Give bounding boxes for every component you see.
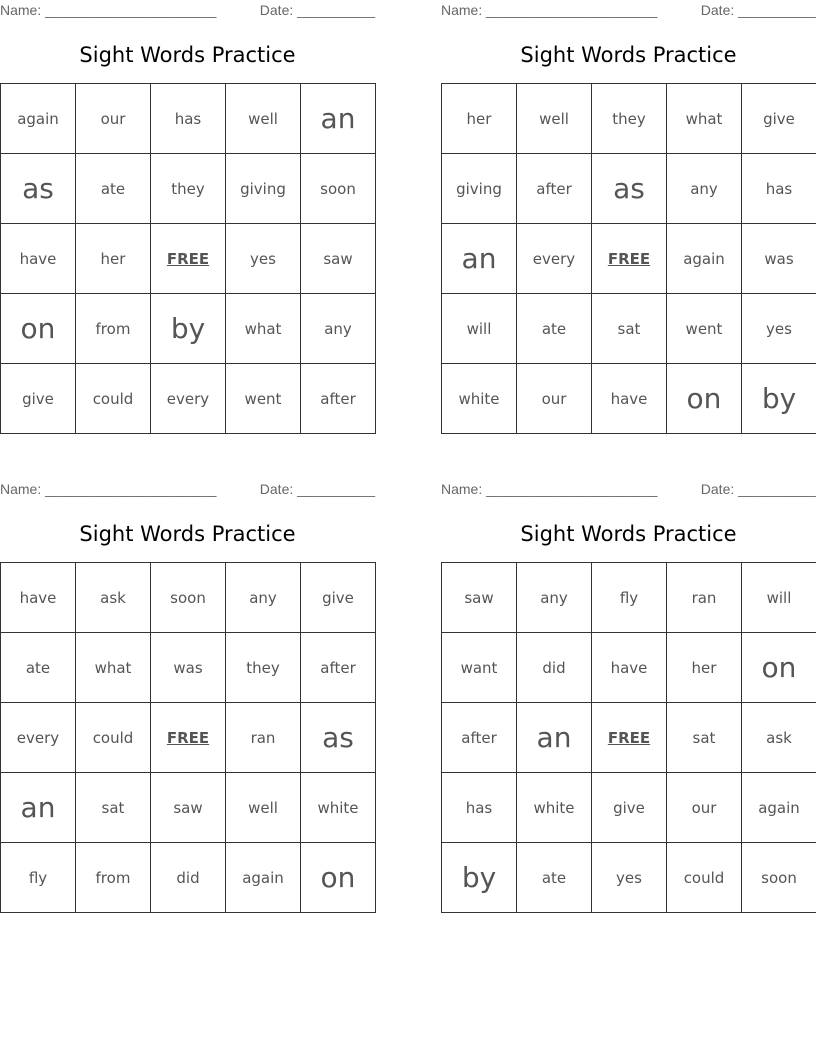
word-cell: will — [442, 294, 517, 364]
word-cell: by — [151, 294, 226, 364]
word-cell: could — [667, 843, 742, 913]
word-cell: what — [667, 84, 742, 154]
word-cell: did — [151, 843, 226, 913]
grid-row — [442, 633, 816, 703]
word-grid — [441, 83, 816, 434]
name-field-label: Name: ______________________ — [441, 2, 658, 18]
word-cell: yes — [742, 294, 816, 364]
word-cell: saw — [301, 224, 376, 294]
word-cell: on — [667, 364, 742, 434]
grid-row — [1, 364, 376, 434]
word-grid — [0, 562, 376, 913]
grid-row — [442, 224, 816, 294]
word-cell: ate — [76, 154, 151, 224]
word-cell: white — [301, 773, 376, 843]
card-title: Sight Words Practice — [79, 43, 296, 67]
word-cell: fly — [592, 563, 667, 633]
word-cell: our — [667, 773, 742, 843]
word-cell: want — [442, 633, 517, 703]
word-cell: by — [442, 843, 517, 913]
grid-row — [442, 703, 816, 773]
word-cell: ran — [667, 563, 742, 633]
word-cell: an — [517, 703, 592, 773]
bingo-card-4 — [441, 479, 816, 911]
word-cell: give — [301, 563, 376, 633]
word-cell: from — [76, 294, 151, 364]
word-cell: have — [1, 224, 76, 294]
word-cell: any — [517, 563, 592, 633]
word-cell: by — [742, 364, 816, 434]
word-cell: soon — [742, 843, 816, 913]
word-cell: sat — [592, 294, 667, 364]
word-cell: they — [151, 154, 226, 224]
date-field-label: Date: __________ — [700, 481, 816, 497]
word-cell: our — [76, 84, 151, 154]
grid-row — [442, 154, 816, 224]
word-cell: saw — [442, 563, 517, 633]
grid-row — [442, 84, 816, 154]
grid-row — [1, 773, 376, 843]
word-cell: her — [76, 224, 151, 294]
word-cell: giving — [226, 154, 301, 224]
word-cell: again — [742, 773, 816, 843]
grid-row — [442, 773, 816, 843]
card-header — [441, 479, 816, 499]
word-cell: her — [442, 84, 517, 154]
word-cell: white — [517, 773, 592, 843]
word-cell: again — [226, 843, 301, 913]
word-grid — [441, 562, 816, 913]
word-cell: as — [592, 154, 667, 224]
word-cell: went — [226, 364, 301, 434]
word-cell: any — [301, 294, 376, 364]
word-cell: has — [442, 773, 517, 843]
free-space-cell: FREE — [592, 224, 667, 294]
word-cell: ate — [1, 633, 76, 703]
name-field-label: Name: ______________________ — [441, 481, 658, 497]
bingo-card-2 — [441, 0, 816, 432]
word-cell: could — [76, 364, 151, 434]
word-cell: every — [151, 364, 226, 434]
word-cell: as — [1, 154, 76, 224]
word-cell: what — [226, 294, 301, 364]
word-cell: soon — [151, 563, 226, 633]
word-cell: on — [301, 843, 376, 913]
word-cell: after — [301, 364, 376, 434]
word-cell: give — [742, 84, 816, 154]
bingo-card-1 — [0, 0, 375, 432]
word-cell: saw — [151, 773, 226, 843]
word-cell: was — [742, 224, 816, 294]
word-cell: white — [442, 364, 517, 434]
word-cell: was — [151, 633, 226, 703]
word-grid — [0, 83, 376, 434]
word-cell: they — [226, 633, 301, 703]
word-cell: again — [1, 84, 76, 154]
word-cell: on — [742, 633, 816, 703]
date-field-label: Date: __________ — [259, 2, 375, 18]
card-title: Sight Words Practice — [79, 522, 296, 546]
word-cell: fly — [1, 843, 76, 913]
word-cell: have — [1, 563, 76, 633]
word-cell: they — [592, 84, 667, 154]
word-cell: give — [592, 773, 667, 843]
word-cell: yes — [592, 843, 667, 913]
card-header — [0, 479, 375, 499]
word-cell: ask — [76, 563, 151, 633]
grid-row — [442, 843, 816, 913]
word-cell: giving — [442, 154, 517, 224]
bingo-card-3 — [0, 479, 375, 911]
card-title: Sight Words Practice — [520, 43, 737, 67]
word-cell: every — [1, 703, 76, 773]
word-cell: ate — [517, 294, 592, 364]
word-cell: soon — [301, 154, 376, 224]
card-header — [441, 0, 816, 20]
word-cell: did — [517, 633, 592, 703]
name-field-label: Name: ______________________ — [0, 481, 217, 497]
word-cell: after — [301, 633, 376, 703]
name-field-label: Name: ______________________ — [0, 2, 217, 18]
free-space-cell: FREE — [151, 703, 226, 773]
word-cell: give — [1, 364, 76, 434]
word-cell: could — [76, 703, 151, 773]
word-cell: our — [517, 364, 592, 434]
word-cell: ate — [517, 843, 592, 913]
grid-row — [1, 703, 376, 773]
grid-row — [1, 84, 376, 154]
card-title: Sight Words Practice — [520, 522, 737, 546]
date-field-label: Date: __________ — [259, 481, 375, 497]
word-cell: went — [667, 294, 742, 364]
word-cell: has — [151, 84, 226, 154]
word-cell: after — [442, 703, 517, 773]
word-cell: sat — [76, 773, 151, 843]
grid-row — [1, 294, 376, 364]
grid-row — [1, 224, 376, 294]
word-cell: well — [226, 773, 301, 843]
word-cell: have — [592, 364, 667, 434]
word-cell: ran — [226, 703, 301, 773]
word-cell: her — [667, 633, 742, 703]
grid-row — [1, 633, 376, 703]
grid-row — [442, 364, 816, 434]
word-cell: from — [76, 843, 151, 913]
grid-row — [442, 294, 816, 364]
word-cell: on — [1, 294, 76, 364]
word-cell: any — [667, 154, 742, 224]
grid-row — [1, 843, 376, 913]
grid-row — [442, 563, 816, 633]
card-header — [0, 0, 375, 20]
word-cell: well — [226, 84, 301, 154]
word-cell: sat — [667, 703, 742, 773]
word-cell: an — [301, 84, 376, 154]
grid-row — [1, 154, 376, 224]
word-cell: well — [517, 84, 592, 154]
word-cell: again — [667, 224, 742, 294]
word-cell: yes — [226, 224, 301, 294]
word-cell: an — [1, 773, 76, 843]
word-cell: an — [442, 224, 517, 294]
word-cell: as — [301, 703, 376, 773]
word-cell: any — [226, 563, 301, 633]
free-space-cell: FREE — [151, 224, 226, 294]
date-field-label: Date: __________ — [700, 2, 816, 18]
word-cell: after — [517, 154, 592, 224]
word-cell: will — [742, 563, 816, 633]
word-cell: every — [517, 224, 592, 294]
word-cell: what — [76, 633, 151, 703]
word-cell: has — [742, 154, 816, 224]
free-space-cell: FREE — [592, 703, 667, 773]
grid-row — [1, 563, 376, 633]
word-cell: have — [592, 633, 667, 703]
word-cell: ask — [742, 703, 816, 773]
